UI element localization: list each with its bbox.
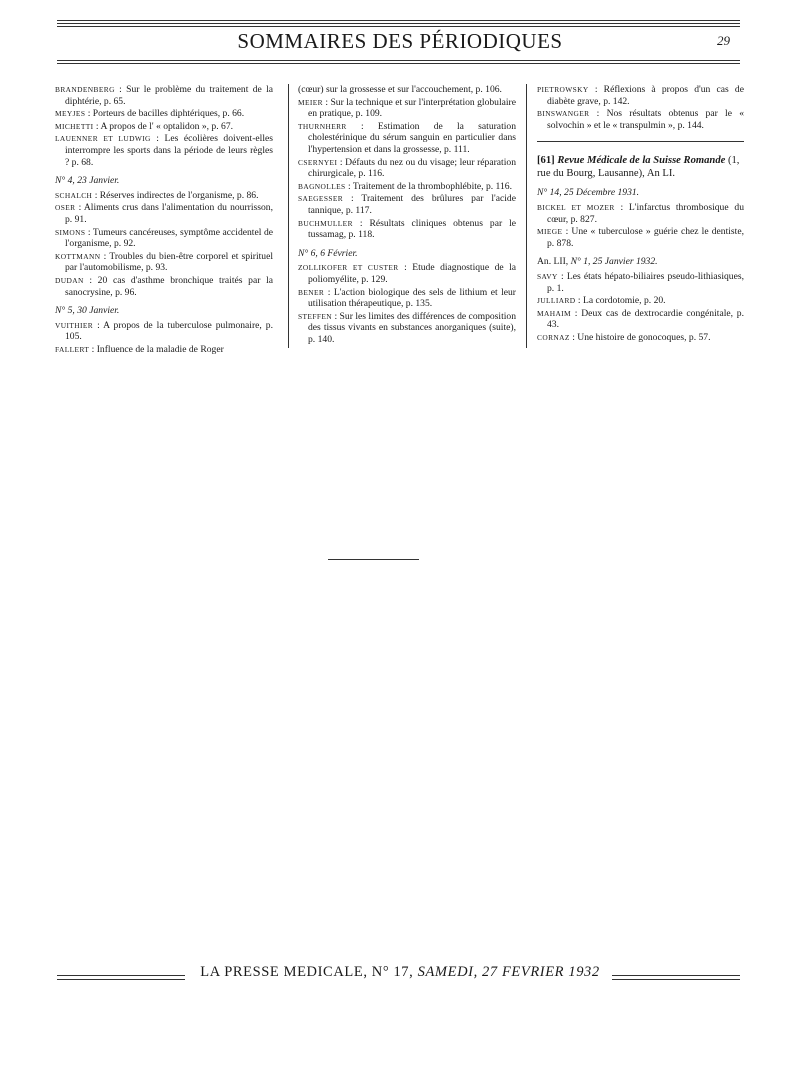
header-top-rule: [57, 20, 740, 21]
issue-heading: N° 6, 6 Février.: [298, 247, 358, 259]
list-item: [298, 121, 516, 156]
list-item: [55, 275, 273, 298]
author-name: BENER: [298, 287, 325, 297]
issue-year: An. LII,: [537, 256, 569, 268]
list-item: [537, 332, 744, 344]
issue-heading: [537, 256, 744, 268]
entry-text: : Une « tuberculose » guérie chez le dentiste, p. 878.: [547, 226, 744, 249]
list-item: [537, 84, 744, 107]
list-item: [55, 320, 273, 343]
list-item: [55, 190, 273, 202]
issue-heading: N° 5, 30 Janvier.: [55, 305, 120, 317]
page-number: 29: [717, 33, 730, 48]
entry-text: : Sur la technique et sur l'interprétation globulaire en pratique, p. 109.: [308, 96, 517, 120]
entry-text: : La cordotomie, p. 20.: [575, 295, 666, 307]
author-name: MAHAIM: [537, 308, 572, 318]
author-name: SCHALCH: [55, 190, 93, 200]
author-name: MIEGE: [537, 227, 563, 237]
journal-number: [61]: [537, 155, 555, 167]
list-item: [298, 193, 516, 216]
issue-heading: N° 14, 25 Décembre 1931.: [537, 187, 640, 199]
page-title: SOMMAIRES DES PÉRIODIQUES: [237, 29, 563, 53]
entry-text: : Résultats cliniques obtenus par le tussamag, p. 118.: [308, 217, 516, 241]
entry-text: : Porteurs de bacilles diphtériques, p. 66.: [85, 108, 245, 120]
entry-text: : Tumeurs cancéreuses, symptôme accidentel de l'organisme, p. 92.: [65, 226, 273, 250]
entry-text: : Estimation de la saturation cholestérinique du sérum sanguin en particulier dans l'hypertension et dans la grossesse, p. 111.: [308, 120, 516, 155]
author-name: BICKEL ET MOZER: [537, 202, 615, 212]
list-item: [298, 97, 516, 120]
column-2: [298, 84, 516, 346]
author-name: MICHETTI: [55, 121, 94, 131]
list-item: [55, 202, 273, 225]
author-name: CSERNYEI: [298, 157, 338, 167]
author-name: PIETROWSKY: [537, 85, 589, 94]
list-item: [537, 308, 744, 331]
author-name: KOTTMANN: [55, 251, 101, 261]
list-item: [55, 344, 273, 356]
journal-name: Revue Médicale de la Suisse Romande: [557, 155, 726, 167]
list-item: [55, 84, 273, 107]
header-bottom-rule: [57, 60, 740, 61]
list-item: [298, 218, 516, 241]
entry-text: : Sur le problème du traitement de la diphtérie, p. 65.: [65, 84, 273, 107]
author-name: BRANDENBERG: [55, 85, 115, 94]
column-1: [55, 84, 273, 356]
journal-details: (1, rue du Bourg, Lausanne), An LI.: [537, 155, 740, 180]
entry-text: : Nos résultats obtenus par le « solvochin » et le « transpulmin », p. 144.: [547, 108, 744, 131]
entry-text: : 20 cas d'asthme bronchique traités par la sanocrysine, p. 96.: [65, 274, 273, 298]
entry-text: : A propos de l' « optalidon », p. 67.: [93, 120, 234, 132]
entry-text: : Aliments crus dans l'alimentation du nourrisson, p. 91.: [65, 202, 273, 225]
entry-text: : Réflexions à propos d'un cas de diabète grave, p. 142.: [547, 84, 744, 107]
header-top-rule: [57, 23, 740, 24]
list-item: [55, 133, 273, 168]
author-name: BINSWANGER: [537, 109, 590, 119]
entry-text: : A propos de la tuberculose pulmonaire, p. 105.: [65, 319, 273, 343]
entry-text: : Traitement des brûlures par l'acide tannique, p. 117.: [308, 193, 516, 216]
entry-text: : Les écolières doivent-elles interrompre les sports dans la période de leurs règles ? p. 68.: [65, 133, 273, 168]
footer: [0, 964, 800, 981]
author-name: STEFFEN: [298, 311, 333, 321]
list-item: [537, 226, 744, 249]
list-item: [537, 271, 744, 294]
list-item: [537, 202, 744, 225]
entry-text: : Réserves indirectes de l'organisme, p. 86.: [92, 189, 259, 201]
author-name: MEIER: [298, 97, 323, 107]
author-name: LAUENNER ET LUDWIG: [55, 134, 151, 144]
footer-date: SAMEDI, 27 FEVRIER 1932: [417, 964, 600, 980]
header-top-rule: [57, 26, 740, 27]
entry-text: : L'action biologique des sels de lithium et leur utilisation thérapeutique, p. 135.: [308, 286, 516, 310]
list-item: [298, 287, 516, 310]
end-rule: [328, 559, 419, 560]
author-name: FALLERT: [55, 344, 90, 354]
list-item: [537, 108, 744, 131]
author-name: THURNHERR: [298, 121, 347, 131]
list-item: [55, 251, 273, 274]
entry-text: : Traitement de la thrombophlébite, p. 116.: [345, 180, 512, 192]
author-name: ZOLLIKOFER ET CUSTER: [298, 263, 399, 273]
author-name: JULLIARD: [537, 296, 576, 306]
list-item: [298, 311, 516, 346]
author-name: DUDAN: [55, 275, 84, 285]
list-item: [55, 227, 273, 250]
list-item: [298, 262, 516, 285]
entry-text: : Défauts du nez ou du visage; leur réparation chirurgicale, p. 116.: [308, 156, 516, 180]
column-separator: [288, 84, 289, 348]
header-bottom-rule: [57, 63, 740, 64]
entry-text: : Deux cas de dextrocardie congénitale, p. 43.: [547, 307, 744, 331]
entry-text: : Une histoire de gonocoques, p. 57.: [569, 331, 711, 343]
entry-text: : L'infarctus thrombosique du cœur, p. 827.: [547, 201, 744, 225]
list-item: [55, 108, 273, 120]
author-name: OSER: [55, 203, 76, 213]
section-divider: [537, 141, 744, 142]
footer-journal: LA PRESSE MEDICALE, N° 17,: [200, 964, 414, 980]
column-separator: [526, 84, 527, 348]
continuation-text: (cœur) sur la grossesse et sur l'accouchement, p. 106.: [298, 84, 502, 95]
list-item: [537, 295, 744, 307]
author-name: CORNAZ: [537, 332, 570, 342]
journal-heading: [537, 154, 744, 180]
entry-text: : Sur les limites des différences de composition des tissus vivants en substances anorganiques (suite), p. 140.: [308, 310, 516, 345]
author-name: VUITHIER: [55, 320, 94, 330]
entry-text: : Troubles du bien-être corporel et spirituel par l'automobilisme, p. 93.: [65, 250, 273, 274]
list-item: [298, 157, 516, 180]
entry-text: : Etude diagnostique de la poliomyélite, p. 129.: [308, 262, 517, 285]
issue-heading: N° 4, 23 Janvier.: [55, 175, 120, 187]
entry-text: : Les états hépato-biliaires pseudo-lithiasiques, p. 1.: [547, 270, 744, 294]
author-name: MEYJES: [55, 109, 86, 119]
list-item: [55, 121, 273, 133]
entry-text: : Influence de la maladie de Roger: [89, 343, 224, 355]
column-3: [537, 84, 744, 345]
author-name: BAGNOLLES: [298, 181, 346, 191]
author-name: BUCHMULLER: [298, 218, 353, 228]
author-name: SIMONS: [55, 227, 86, 237]
issue-number: N° 1, 25 Janvier 1932.: [570, 256, 658, 268]
author-name: SAVY: [537, 271, 558, 281]
author-name: SAEGESSER: [298, 194, 344, 204]
list-item: [298, 181, 516, 193]
